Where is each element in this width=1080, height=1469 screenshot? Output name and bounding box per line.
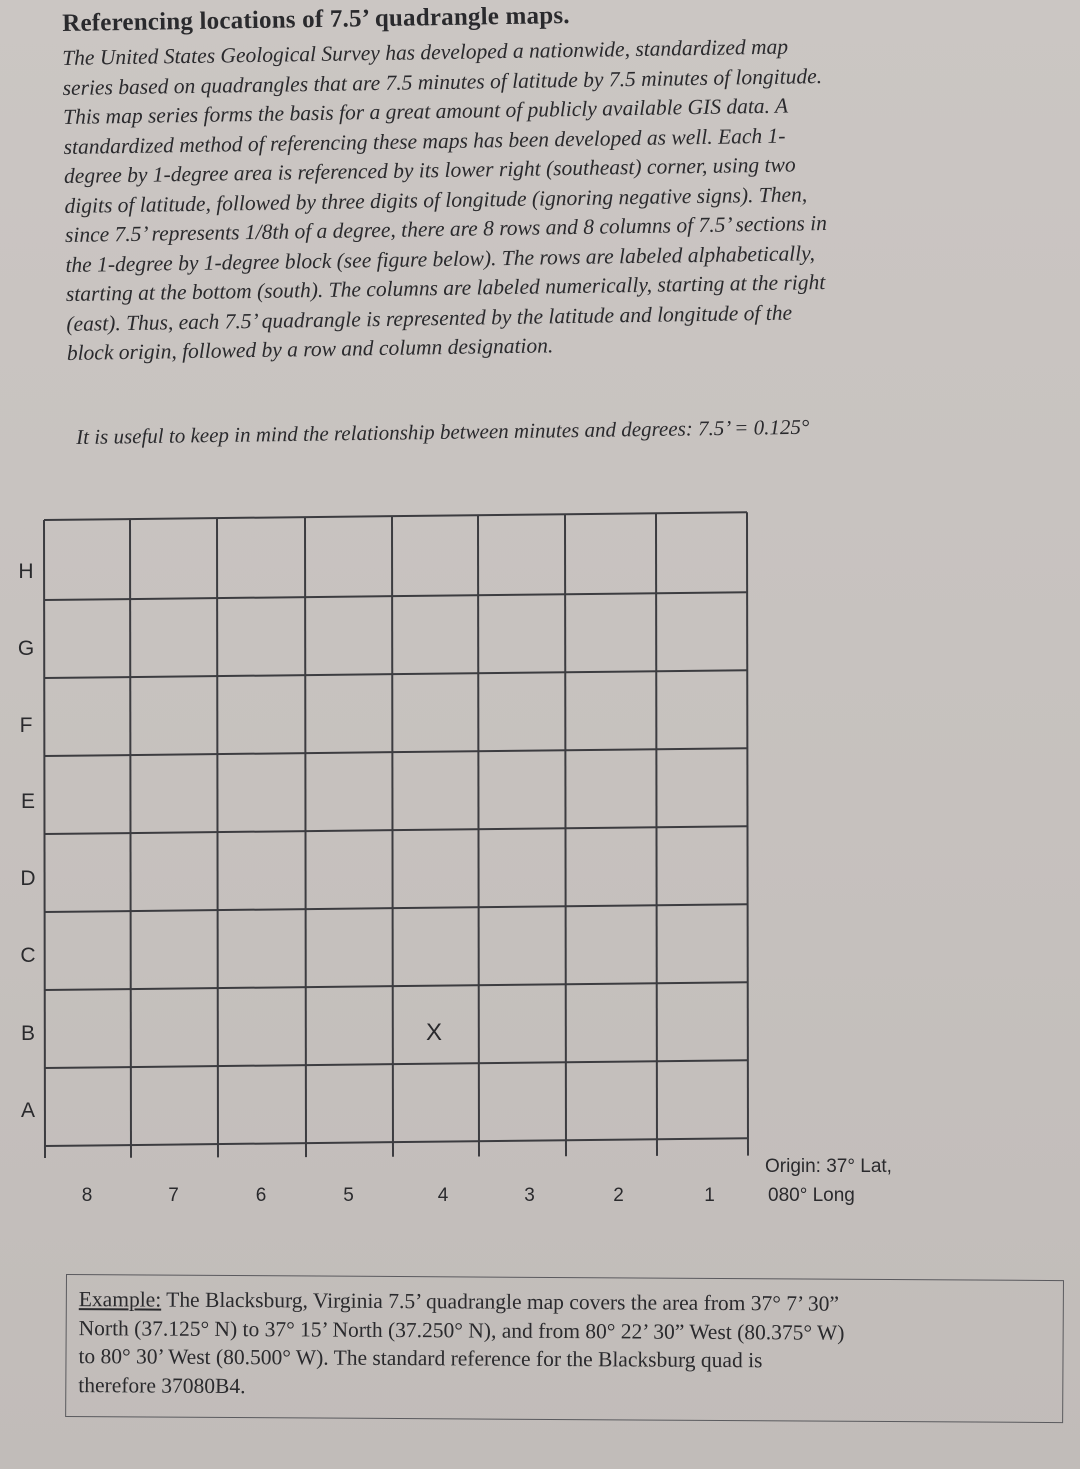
row-label-e: E	[20, 790, 36, 813]
grid-horizontal-line	[44, 748, 747, 756]
intro-line: the 1-degree by 1-degree block (see figure below). The rows are labeled alphabetically,	[65, 240, 816, 277]
example-line-2: North (37.125° N) to 37° 15’ North (37.250° N), and from 80° 22’ 30” West (80.375° W)	[78, 1315, 845, 1345]
column-label-1: 1	[704, 1185, 715, 1206]
grid-vertical-line	[392, 516, 393, 1157]
grid-vertical-line	[478, 515, 479, 1156]
intro-paragraph	[62, 30, 982, 369]
example-text	[78, 1285, 1054, 1405]
row-label-a: A	[20, 1099, 36, 1122]
grid-vertical-line	[130, 519, 131, 1158]
example-line-1: The Blacksburg, Virginia 7.5’ quadrangle map covers the area from 37° 7’ 30”	[161, 1287, 840, 1316]
grid-horizontal-line	[44, 592, 747, 600]
column-label-2: 2	[613, 1185, 624, 1206]
row-label-c: C	[20, 944, 36, 967]
grid-vertical-line	[656, 513, 657, 1156]
grid-horizontal-line	[44, 1138, 747, 1146]
column-label-8: 8	[81, 1185, 93, 1206]
row-label-f: F	[19, 714, 33, 737]
example-line-4: therefore 37080B4.	[78, 1372, 246, 1398]
quadrangle-grid-figure	[0, 500, 1080, 1220]
example-label: Example:	[78, 1287, 162, 1312]
column-label-4: 4	[437, 1185, 449, 1206]
column-label-7: 7	[168, 1185, 179, 1206]
column-label-5: 5	[343, 1185, 354, 1206]
grid-horizontal-line	[44, 904, 747, 912]
grid-horizontal-line	[44, 512, 747, 520]
grid-horizontal-line	[44, 982, 747, 990]
intro-line: degree by 1-degree area is referenced by its lower right (southeast) corner, using two	[63, 152, 796, 188]
page-title: Referencing locations of 7.5’ quadrangle maps.	[62, 2, 570, 37]
intro-line: (east). Thus, each 7.5’ quadrangle is represented by the latitude and longitude of the	[66, 300, 793, 336]
row-label-g: G	[17, 637, 35, 660]
grid-vertical-line	[305, 517, 306, 1157]
minutes-degrees-note: It is useful to keep in mind the relationship between minutes and degrees: 7.5’ = 0.125°	[76, 414, 810, 449]
intro-line: since 7.5’ represents 1/8th of a degree, there are 8 rows and 8 columns of 7.5’ sections in	[64, 211, 828, 247]
intro-line: starting at the bottom (south). The columns are labeled numerically, starting at the right	[65, 270, 826, 306]
intro-line: The United States Geological Survey has developed a nationwide, standardized map	[62, 34, 789, 70]
column-labels	[82, 1185, 715, 1206]
intro-line: standardized method of referencing these maps has been developed as well. Each 1-	[63, 123, 786, 159]
grid-horizontal-line	[44, 670, 747, 678]
grid-vertical-line	[747, 512, 748, 1155]
origin-longitude-label: 080° Long	[768, 1185, 855, 1206]
marked-cell-x: X	[425, 1019, 443, 1046]
example-box	[65, 1274, 1064, 1423]
row-label-h: H	[18, 560, 34, 583]
grid-vertical-line	[217, 518, 218, 1157]
intro-line: series based on quadrangles that are 7.5 minutes of latitude by 7.5 minutes of longitude.	[62, 63, 823, 100]
row-label-d: D	[20, 867, 36, 890]
grid-horizontal-line	[44, 826, 747, 834]
grid-horizontal-line	[44, 1060, 747, 1068]
intro-line: This map series forms the basis for a great amount of publicly available GIS data. A	[62, 93, 789, 129]
column-label-6: 6	[255, 1185, 267, 1206]
origin-latitude-label: Origin: 37° Lat,	[765, 1156, 892, 1177]
row-labels	[18, 560, 36, 1122]
example-line-3: to 80° 30’ West (80.500° W). The standard reference for the Blacksburg quad is	[78, 1344, 763, 1373]
intro-line: digits of latitude, followed by three digits of longitude (ignoring negative signs). Then,	[64, 181, 808, 218]
grid-vertical-line	[565, 514, 566, 1156]
column-label-3: 3	[524, 1185, 535, 1206]
grid-vertical-line	[44, 520, 45, 1158]
intro-line: block origin, followed by a row and column designation.	[66, 333, 554, 365]
quadrangle-grid	[0, 500, 1080, 1220]
grid-lines	[44, 512, 748, 1158]
row-label-b: B	[20, 1022, 36, 1045]
